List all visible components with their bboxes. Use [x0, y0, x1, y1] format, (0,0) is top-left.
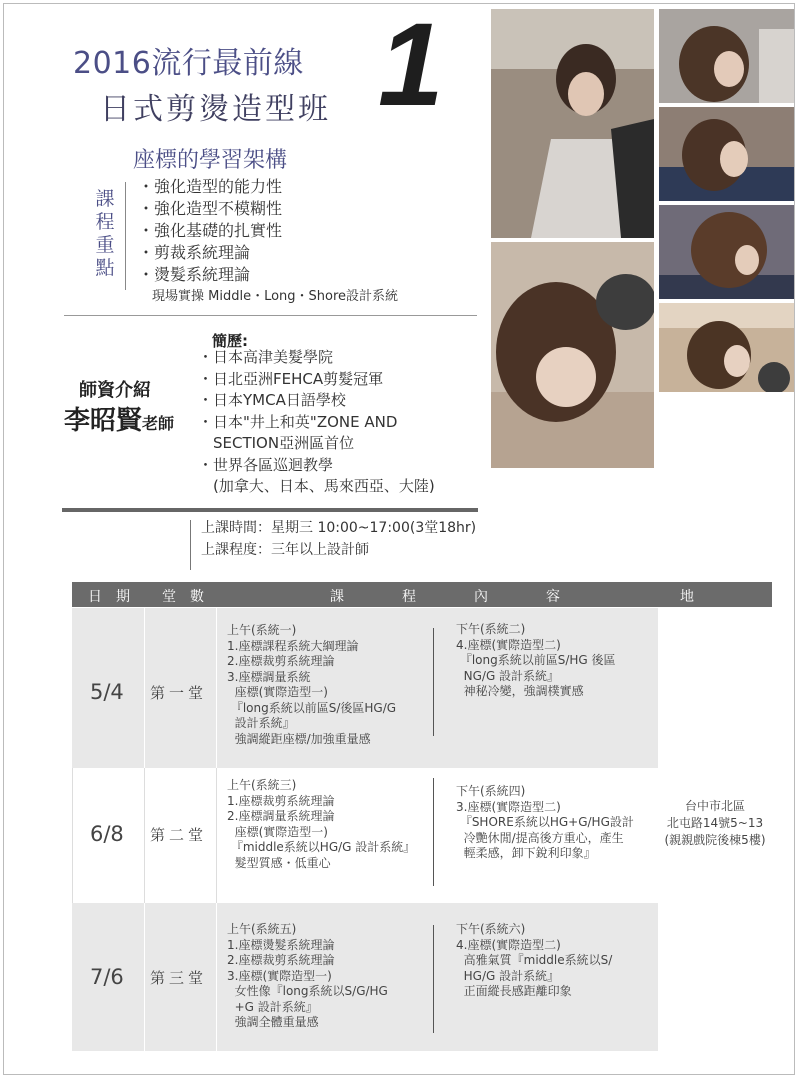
class-time: 上課時間：星期三 10:00~17:00(3堂18hr) — [201, 520, 477, 536]
course-year-title: 2016流行最前線 — [73, 46, 304, 81]
morning-content: 上午(系統三) 1.座標裁剪系統理論 2.座標調量系統理論 座標(實際造型一) 『middle系統以HG/G 設計系統』 髮型質感・低重心 — [227, 778, 416, 870]
cell-divider — [216, 903, 217, 1051]
course-focus-label-text: 課程重點 — [95, 188, 115, 279]
row-date: 6/8 — [90, 822, 124, 846]
am-pm-divider — [433, 925, 434, 1033]
course-focus-label — [93, 188, 117, 280]
bio-item: ・ 世界各區巡迴教學 — [198, 455, 435, 477]
practice-note: 現場實操 Middle・Long・Shore設計系統 — [152, 289, 399, 304]
location-cell — [658, 608, 772, 1051]
schedule-divider — [190, 520, 191, 570]
hair-model-photo — [659, 9, 794, 103]
bio-item: ・ 日本YMCA日語學校 — [198, 390, 435, 412]
cell-divider — [72, 768, 73, 903]
hair-model-photo — [659, 303, 794, 392]
focus-item: ・ 強化基礎的扎實性 — [138, 220, 282, 242]
table-row — [72, 608, 658, 768]
location-line: 台中市北區 — [684, 799, 745, 813]
hair-model-photo — [659, 107, 794, 201]
focus-item: ・ 燙髮系統理論 — [138, 264, 282, 286]
hair-model-photo — [491, 242, 654, 468]
row-session: 第一堂 — [150, 684, 208, 702]
header-date: 日期 — [88, 589, 144, 605]
schedule-info — [201, 517, 476, 561]
morning-content: 上午(系統五) 1.座標燙髮系統理論 2.座標裁剪系統理論 3.座標(實際造型一) 女性像『long系統以S/G/HG +G 設計系統』 強調全體重量感 — [227, 922, 388, 1029]
class-level: 上課程度：三年以上設計師 — [201, 542, 369, 558]
header-location: 地 — [680, 589, 734, 605]
header-session: 堂數 — [162, 589, 218, 605]
bio-item: ・ 日本高津美髮學院 — [198, 347, 435, 369]
bio-item: SECTION亞洲區首位 — [213, 434, 355, 452]
course-focus-list — [138, 176, 282, 286]
table-row — [72, 768, 658, 903]
location-line: (親親戲院後棟5樓) — [664, 833, 766, 847]
teacher-name — [64, 400, 174, 437]
bio-item: ・ 日北亞洲FEHCA剪髮冠軍 — [198, 369, 435, 391]
teacher-title-suffix: 老師 — [142, 414, 175, 433]
focus-item: ・ 剪裁系統理論 — [138, 242, 282, 264]
table-row — [72, 903, 658, 1051]
afternoon-content: 下午(系統四) 3.座標(實際造型二) 『SHORE系統以HG+G/HG設計 冷艷休閒/提高後方重心，產生 輕柔感，卸下銳利印象』 — [456, 784, 634, 860]
cell-divider — [216, 768, 217, 903]
hair-model-photo — [659, 205, 794, 299]
row-session: 第二堂 — [150, 826, 208, 844]
bio-list — [198, 347, 435, 498]
focus-item: ・ 強化造型的能力性 — [138, 176, 282, 198]
afternoon-content: 下午(系統二) 4.座標(實際造型二) 『long系統以前區S/HG 後區 NG/G 設計系統』 神秘冷變，強調樸實感 — [456, 622, 616, 698]
cell-divider — [144, 608, 145, 768]
am-pm-divider — [433, 778, 434, 886]
location-line: 北屯路14號5~13 — [666, 816, 764, 830]
teacher-section-label: 師資介紹 — [79, 380, 151, 401]
afternoon-content: 下午(系統六) 4.座標(實際造型二) 高雅氣質『middle系統以S/ HG/G 設計系統』 正面縱長感距離印象 — [456, 922, 613, 998]
row-date: 7/6 — [90, 965, 124, 989]
am-pm-divider — [433, 628, 434, 736]
cell-divider — [144, 903, 145, 1051]
section-divider — [64, 315, 477, 316]
cell-divider — [216, 608, 217, 768]
focus-item: ・ 強化造型不模糊性 — [138, 198, 282, 220]
bio-item: ・ 日本"井上和英"ZONE AND — [198, 412, 435, 434]
bio-item: (加拿大、日本、馬來西亞、大陸) — [213, 477, 435, 495]
bio-heading: 簡歷: — [212, 332, 248, 350]
location-text — [658, 798, 772, 849]
cell-divider — [144, 768, 145, 903]
table-header — [72, 582, 772, 607]
teacher-name-text: 李昭賢 — [64, 406, 143, 436]
header-content: 課程內容 — [330, 589, 618, 605]
row-session: 第三堂 — [150, 969, 208, 987]
morning-content: 上午(系統一) 1.座標課程系統大綱理論 2.座標裁剪系統理論 3.座標調量系統 座標(實際造型一) 『long系統以前區S/後區HG/G 設計系統』 強調縱距座標/加強重量感 — [227, 623, 397, 746]
row-date: 5/4 — [90, 680, 124, 704]
thick-divider — [62, 508, 478, 512]
framework-heading: 座標的學習架構 — [133, 148, 288, 173]
course-number: 1 — [378, 0, 444, 131]
hair-model-photo — [491, 9, 654, 238]
course-name-title: 日式剪燙造型班 — [100, 92, 331, 127]
focus-divider — [125, 182, 126, 290]
